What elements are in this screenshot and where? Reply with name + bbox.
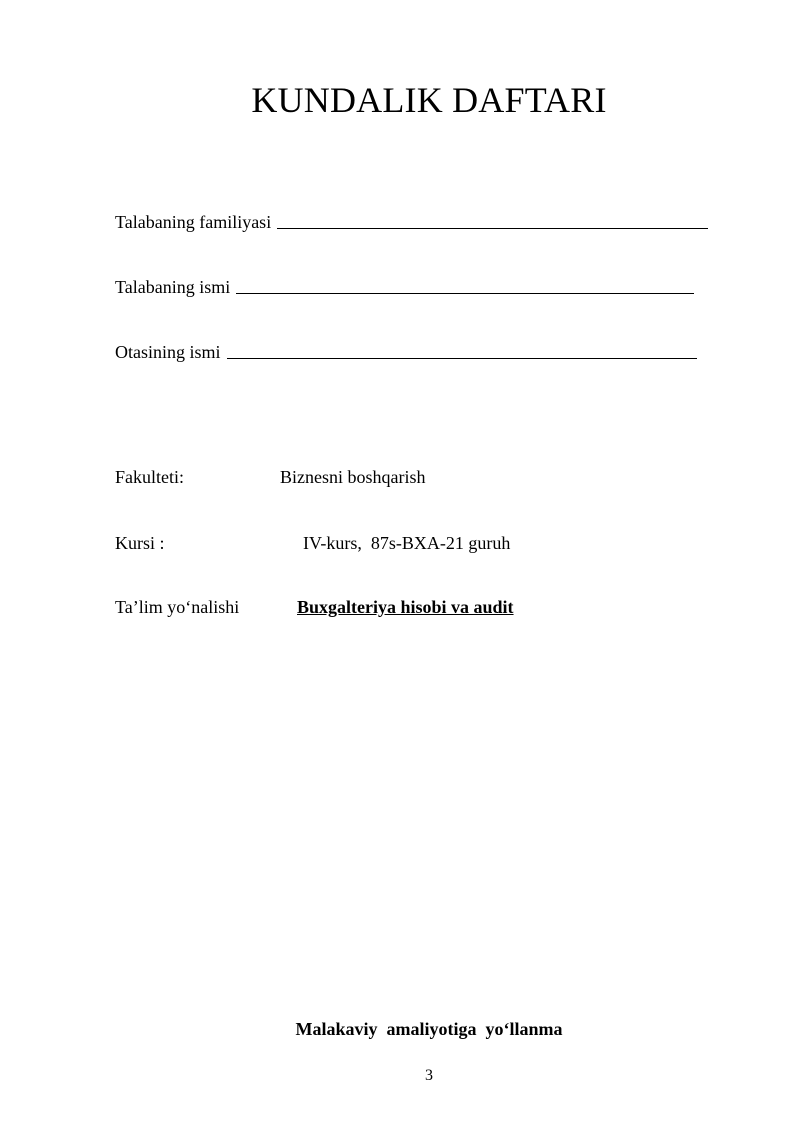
surname-label: Talabaning familiyasi [115, 212, 272, 232]
patronymic-blank-line[interactable] [227, 338, 697, 359]
course-label: Kursi : [115, 533, 165, 553]
course-value: IV-kurs, 87s-BXA-21 guruh [303, 533, 511, 553]
first-name-field [115, 272, 694, 298]
page-number: 3 [425, 1067, 433, 1084]
surname-field [115, 207, 708, 233]
surname-blank-line[interactable] [277, 208, 708, 229]
faculty-label: Fakulteti: [115, 467, 184, 487]
direction-value: Buxgalteriya hisobi va audit [297, 597, 514, 617]
patronymic-label: Otasining ismi [115, 342, 221, 362]
faculty-value: Biznesni boshqarish [280, 467, 426, 487]
faculty-row [115, 466, 426, 488]
course-row [115, 532, 511, 554]
patronymic-field [115, 337, 697, 363]
direction-row [115, 596, 514, 618]
footer-note: Malakaviy amaliyotiga yo‘llanma [295, 1019, 563, 1039]
document-title: KUNDALIK DAFTARI [251, 80, 607, 120]
first-name-label: Talabaning ismi [115, 277, 231, 297]
first-name-blank-line[interactable] [236, 273, 694, 294]
direction-label: Ta’lim yo‘nalishi [115, 597, 240, 617]
